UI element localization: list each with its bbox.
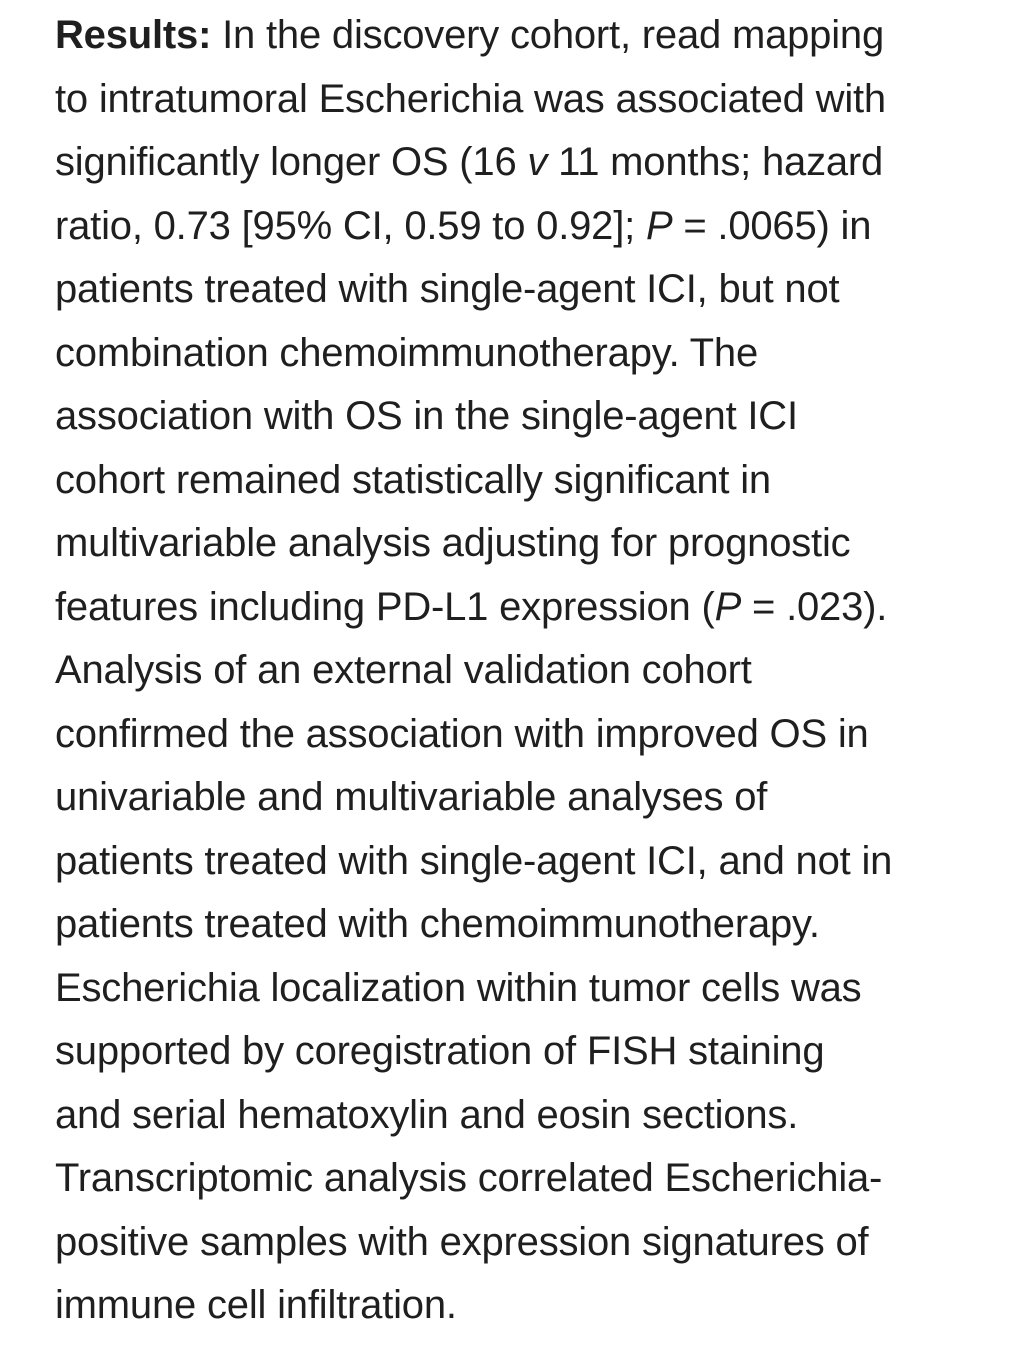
text-line — [55, 1084, 1015, 1148]
text-line — [55, 1211, 1015, 1275]
text-line — [55, 385, 1015, 449]
text-line — [55, 576, 1015, 640]
text-segment: and serial hematoxylin and eosin sections. — [55, 1092, 799, 1137]
italic-p-value-symbol: P — [645, 203, 673, 248]
text-line — [55, 322, 1015, 386]
text-segment: = .0065) in — [672, 203, 872, 248]
italic-p-value-symbol: P — [714, 584, 742, 629]
text-line — [55, 1274, 1015, 1338]
results-paragraph — [55, 4, 1015, 1338]
text-line — [55, 195, 1015, 259]
text-line — [55, 68, 1015, 132]
text-line — [55, 4, 1015, 68]
text-segment: multivariable analysis adjusting for prognostic — [55, 521, 851, 565]
text-segment: association with OS in the single-agent ICI — [55, 394, 798, 438]
results-heading: Results: — [55, 13, 212, 57]
text-segment: 11 months; hazard — [547, 140, 884, 184]
text-segment: supported by coregistration of FISH staining — [55, 1029, 825, 1073]
text-line — [55, 830, 1015, 894]
text-line — [55, 639, 1015, 703]
text-segment: patients treated with single-agent ICI, but not — [55, 267, 840, 311]
text-segment: Analysis of an external validation cohort — [55, 648, 752, 692]
text-line — [55, 1147, 1015, 1211]
text-segment: In the discovery cohort, read mapping — [211, 13, 884, 57]
text-segment: confirmed the association with improved OS in — [55, 711, 869, 756]
text-line — [55, 1020, 1015, 1084]
text-line — [55, 893, 1015, 957]
text-segment: positive samples with expression signatures of — [55, 1219, 869, 1264]
text-line — [55, 766, 1015, 830]
text-line — [55, 258, 1015, 322]
italic-versus: v — [527, 140, 548, 184]
text-segment: features including PD-L1 expression ( — [55, 584, 715, 629]
text-segment: patients treated with single-agent ICI, and not in — [55, 838, 893, 883]
text-segment: = .023). — [741, 584, 888, 629]
text-segment: to intratumoral Escherichia was associated with — [55, 76, 886, 121]
text-segment: patients treated with chemoimmunotherapy. — [55, 902, 820, 946]
text-segment: immune cell infiltration. — [55, 1283, 457, 1327]
text-line — [55, 703, 1015, 767]
text-segment: Escherichia localization within tumor cells was — [55, 965, 862, 1010]
text-line — [55, 131, 1015, 195]
text-segment: univariable and multivariable analyses of — [55, 775, 768, 819]
text-line — [55, 449, 1015, 513]
text-segment: cohort remained statistically significant in — [55, 457, 771, 502]
text-segment: combination chemoimmunotherapy. The — [55, 330, 759, 375]
text-line — [55, 512, 1015, 576]
text-segment: significantly longer OS (16 — [55, 140, 528, 184]
text-line — [55, 957, 1015, 1021]
text-segment: Transcriptomic analysis correlated Escherichia- — [55, 1156, 883, 1200]
text-segment: ratio, 0.73 [95% CI, 0.59 to 0.92]; — [55, 203, 646, 248]
